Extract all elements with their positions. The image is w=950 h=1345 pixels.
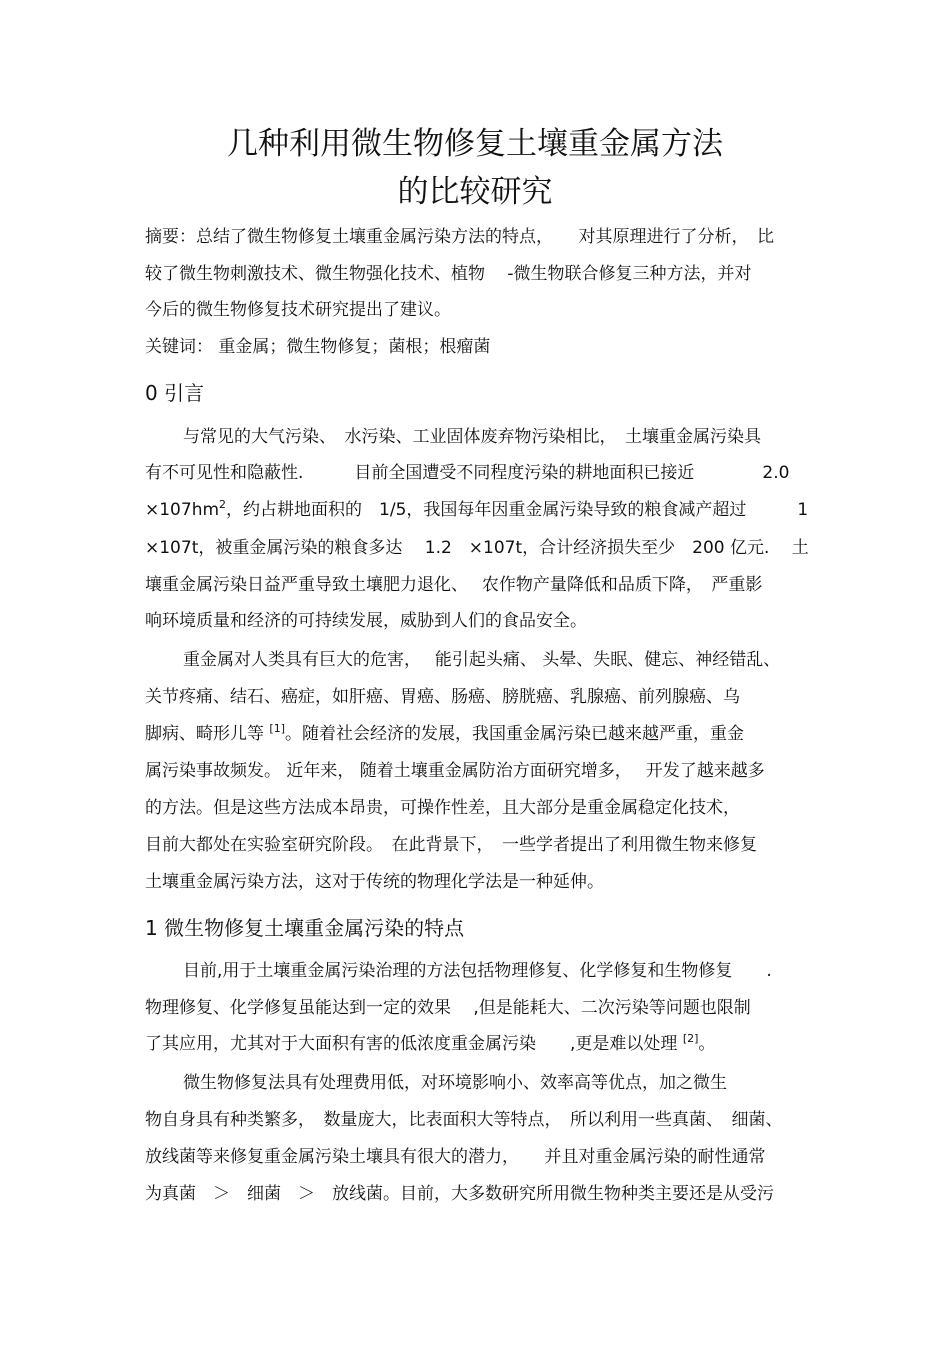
title-line-2: 的比较研究 bbox=[397, 174, 553, 210]
paragraph-line: ×107t，被重金属污染的粮食多达 1.2 ×107t，合计经济损失至少 200 亿元. 土 bbox=[145, 538, 809, 558]
text-segment: 了其应用，尤其对于大面积有害的低浓度重金属污染 ,更是难以处理 bbox=[145, 1034, 683, 1054]
paragraph-line: 重金属对人类具有巨大的危害， 能引起头痛、 头晕、失眠、健忘、神经错乱、 bbox=[183, 650, 781, 670]
section-heading-introduction: 0 引言 bbox=[145, 381, 205, 405]
text-segment: 。 bbox=[698, 1034, 716, 1054]
text-segment: 脚病、畸形儿等 bbox=[145, 724, 270, 744]
keywords-line: 关键词： 重金属；微生物修复；菌根；根瘤菌 bbox=[145, 337, 491, 357]
paragraph-line: 物自身具有种类繁多， 数量庞大，比表面积大等特点， 所以利用一些真菌、 细菌、 bbox=[145, 1110, 783, 1130]
citation-ref: [2] bbox=[682, 1032, 699, 1045]
paragraph-line: 响环境质量和经济的可持续发展，威胁到人们的食品安全。 bbox=[145, 611, 587, 631]
paragraph-line: 目前大都处在实验室研究阶段。 在此背景下， 一些学者提出了利用微生物来修复 bbox=[145, 835, 757, 855]
title-line-1: 几种利用微生物修复土壤重金属方法 bbox=[227, 126, 723, 162]
section-heading-1: 1 微生物修复土壤重金属污染的特点 bbox=[145, 916, 465, 940]
paragraph-line: 放线菌等来修复重金属污染土壤具有很大的潜力， 并且对重金属污染的耐性通常 bbox=[145, 1147, 766, 1167]
abstract-line: 较了微生物刺激技术、微生物强化技术、植物 -微生物联合修复三种方法，并对 bbox=[145, 264, 752, 284]
paragraph-line: 与常见的大气污染、 水污染、工业固体废弃物污染相比， 土壤重金属污染具 bbox=[183, 427, 761, 447]
abstract-line: 今后的微生物修复技术研究提出了建议。 bbox=[145, 300, 451, 320]
citation-ref: [1] bbox=[269, 722, 285, 735]
paragraph-line: 微生物修复法具有处理费用低，对环境影响小、效率高等优点，加之微生 bbox=[183, 1073, 727, 1093]
text-segment: 。随着社会经济的发展，我国重金属污染已越来越严重，重金 bbox=[285, 724, 744, 744]
paragraph-line: 为真菌 ＞ 细菌 ＞ 放线菌。目前，大多数研究所用微生物种类主要还是从受污 bbox=[145, 1184, 774, 1204]
paragraph-line bbox=[145, 498, 808, 522]
text-segment: ，约占耕地面积的 1/5，我国每年因重金属污染导致的粮食减产超过 1 bbox=[226, 500, 809, 520]
paragraph-line: 目前,用于土壤重金属污染治理的方法包括物理修复、化学修复和生物修复 . bbox=[183, 961, 772, 981]
paragraph-line: 壤重金属污染日益严重导致土壤肥力退化、 农作物产量降低和品质下降， 严重影 bbox=[145, 575, 763, 595]
text-segment: ×107hm bbox=[145, 500, 220, 520]
paragraph-line: 的方法。但是这些方法成本昂贵，可操作性差，且大部分是重金属稳定化技术， bbox=[145, 798, 740, 818]
paragraph-line: 有不可见性和隐蔽性. 目前全国遭受不同程度污染的耕地面积已接近 2.0 bbox=[145, 463, 790, 483]
paragraph-line: 物理修复、化学修复虽能达到一定的效果 ,但是能耗大、二次污染等问题也限制 bbox=[145, 998, 751, 1018]
abstract-line: 摘要：总结了微生物修复土壤重金属污染方法的特点， 对其原理进行了分析， 比 bbox=[145, 227, 774, 247]
paragraph-line: 关节疼痛、结石、癌症，如肝癌、胃癌、肠癌、膀胱癌、乳腺癌、前列腺癌、乌 bbox=[145, 687, 740, 707]
paragraph-line bbox=[145, 1032, 715, 1056]
superscript: 2 bbox=[219, 498, 227, 511]
paragraph-line: 土壤重金属污染方法，这对于传统的物理化学法是一种延伸。 bbox=[145, 872, 604, 892]
paragraph-line: 属污染事故频发。 近年来， 随着土壤重金属防治方面研究增多， 开发了越来越多 bbox=[145, 761, 765, 781]
paragraph-line bbox=[145, 722, 744, 746]
